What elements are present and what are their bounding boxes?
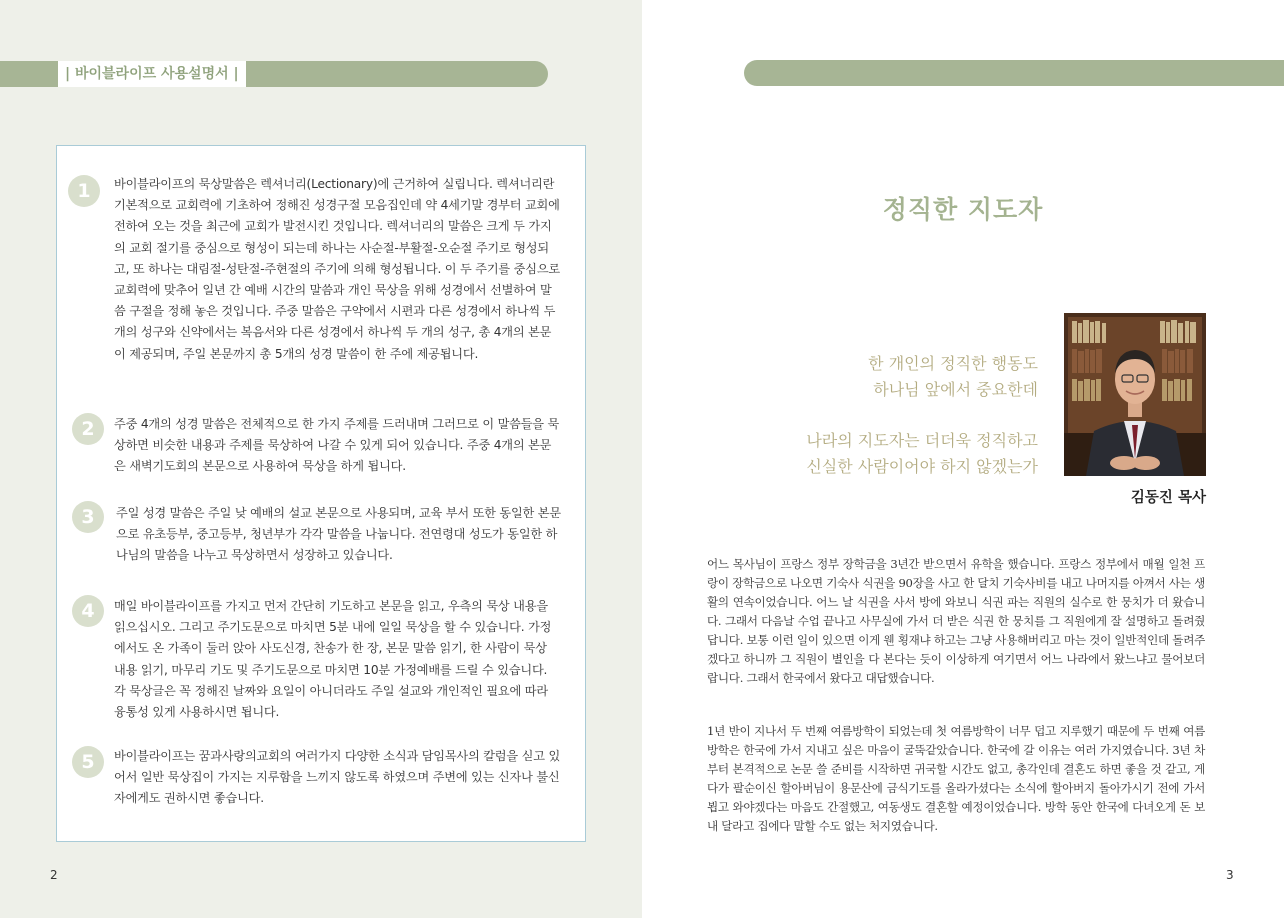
item-number-badge: 4 — [72, 595, 104, 627]
header-band-right — [744, 60, 1284, 86]
quote-line: 한 개인의 정직한 행동도 — [868, 354, 1038, 373]
item-text: 바이블라이프의 묵상말씀은 렉셔너리(Lectionary)에 근거하여 실립니다. 렉셔너리란 기본적으로 교회력에 기초하여 정해진 성경구절 모음집인데 약 4세기말 경부터 교회에 전하여 오는 것을 최근에 교회가 발전시킨 것입니다. 렉셔너리의 말씀은 크게 두 가지의 교회 절기를 중심으로 형성이 되는데 하나는 사순절-부활절-오순절 주기로 형성되고, 또 하나는 대림절-성탄절-주현절의 주기에 의해 형성됩니다. 이 두 주기를 중심으로 교회력에 맞추어 일년 간 예배 시간의 말씀과 개인 묵상을 위해 성경에서 선별하여 말씀 구절을 정해 놓은 것입니다. 주중 말씀은 구약에서 시편과 다른 성경에서 하나씩 두 개의 성구와 신약에서는 복음서와 다른 성경에서 하나씩 두 개의 성구, 총 4개의 본문이 제공되며, 주일 본문까지 총 5개의 성경 말씀이 한 주에 제공됩니다. — [114, 177, 560, 361]
item-text: 주일 성경 말씀은 주일 낮 예배의 설교 본문으로 사용되며, 교육 부서 또한 동일한 본문으로 유초등부, 중고등부, 청년부가 각각 말씀을 나눕니다. 전연령대 성도가 동일한 하나님의 말씀을 나누고 묵상하면서 성장하고 있습니다. — [116, 506, 561, 563]
item-text: 주중 4개의 성경 말씀은 전체적으로 한 가지 주제를 드러내며 그러므로 이 말씀들을 묵상하면 비슷한 내용과 주제를 묵상하여 나갈 수 있게 되어 있습니다. 주중 4개의 본문은 새벽기도회의 본문으로 사용하여 묵상을 하게 됩니다. — [114, 417, 560, 474]
item-number-badge: 1 — [68, 175, 100, 207]
quote-line: 나라의 지도자는 더더욱 정직하고 — [806, 431, 1038, 450]
item-number-badge: 5 — [72, 746, 104, 778]
page-number-left: 2 — [50, 868, 58, 882]
item-text: 바이블라이프는 꿈과사랑의교회의 여러가지 다양한 소식과 담임목사의 칼럼을 싣고 있어서 일반 묵상집이 가지는 지루함을 느끼지 않도록 하였으며 주변에 있는 신자나 불신자에게도 권하시면 좋습니다. — [114, 749, 561, 806]
item-number-badge: 3 — [72, 501, 104, 533]
article-paragraph: 어느 목사님이 프랑스 정부 장학금을 3년간 받으면서 유학을 했습니다. 프랑스 정부에서 매월 일천 프랑이 장학금으로 나오면 기숙사 식권을 90장을 사고 한 달치 기숙사비를 내고 나머지를 아껴서 사는 생활의 연속이었습니다. 어느 날 식권을 사서 방에 와보니 식권 파는 직원의 실수로 한 뭉치가 더 왔습니다. 그래서 다음날 수업 끝나고 사무실에 가서 더 받은 식권 한 뭉치를 그 직원에게 잘 설명하고 돌려줬답니다. 보통 이런 일이 있으면 이게 웬 횡재냐 하고는 그냥 사용해버리고 마는 것이 일반적인데 돌려주겠다고 하니까 그 직원이 별인을 다 본다는 듯이 이상하게 여기면서 어느 나라에서 왔느냐고 물어보더랍니다. 그래서 한국에서 왔다고 대답했습니다. — [707, 557, 1205, 685]
quote-line: 하나님 앞에서 중요한데 — [873, 380, 1038, 399]
pull-quote-1 — [700, 351, 1038, 403]
article-title: 정직한 지도자 — [882, 195, 1044, 224]
item-number-badge: 2 — [72, 413, 104, 445]
item-text: 매일 바이블라이프를 가지고 먼저 간단히 기도하고 본문을 읽고, 우측의 묵상 내용을 읽으십시오. 그리고 주기도문으로 마치면 5분 내에 일일 묵상을 할 수 있습니다. 가정에서도 온 가족이 둘러 앉아 사도신경, 찬송가 한 장, 본문 말씀 읽기, 한 사람이 묵상 내용 읽기, 마무리 기도 및 주기도문으로 마치면 10분 가정예배를 드릴 수 있습니다. 각 묵상글은 꼭 정해진 날짜와 요일이 아니더라도 주일 설교와 개인적인 필요에 따라 융통성 있게 사용하시면 됩니다. — [114, 599, 552, 720]
pull-quote-2 — [700, 428, 1038, 480]
instructions-box — [56, 145, 586, 842]
page-number-right: 3 — [1226, 868, 1234, 882]
quote-line: 신실한 사람이어야 하지 않겠는가 — [806, 457, 1038, 476]
section-header-tab: | 바이블라이프 사용설명서 | — [58, 61, 246, 87]
article-paragraph: 1년 반이 지나서 두 번째 여름방학이 되었는데 첫 여름방학이 너무 덥고 지루했기 때문에 두 번째 여름방학은 한국에 가서 지내고 싶은 마음이 굴뚝같았습니다. 한국에 갈 이유는 여러 가지였습니다. 3년 차부터 본격적으로 논문 쓸 준비를 시작하면 귀국할 시간도 없고, 총각인데 결혼도 하면 좋을 것 같고, 게다가 팔순이신 할아버님이 용문산에 금식기도를 올라가셨다는 소식에 할아버지 돌아가시기 전에 가서 뵙고 와야겠다는 마음도 간절했고, 여동생도 결혼할 예정이었습니다. 방학 동안 한국에 다녀오게 돈 보내 달라고 집에다 말할 수도 없는 처지였습니다. — [707, 724, 1205, 833]
author-portrait-photo — [1064, 313, 1206, 476]
author-name: 김동진 목사 — [1130, 490, 1206, 506]
